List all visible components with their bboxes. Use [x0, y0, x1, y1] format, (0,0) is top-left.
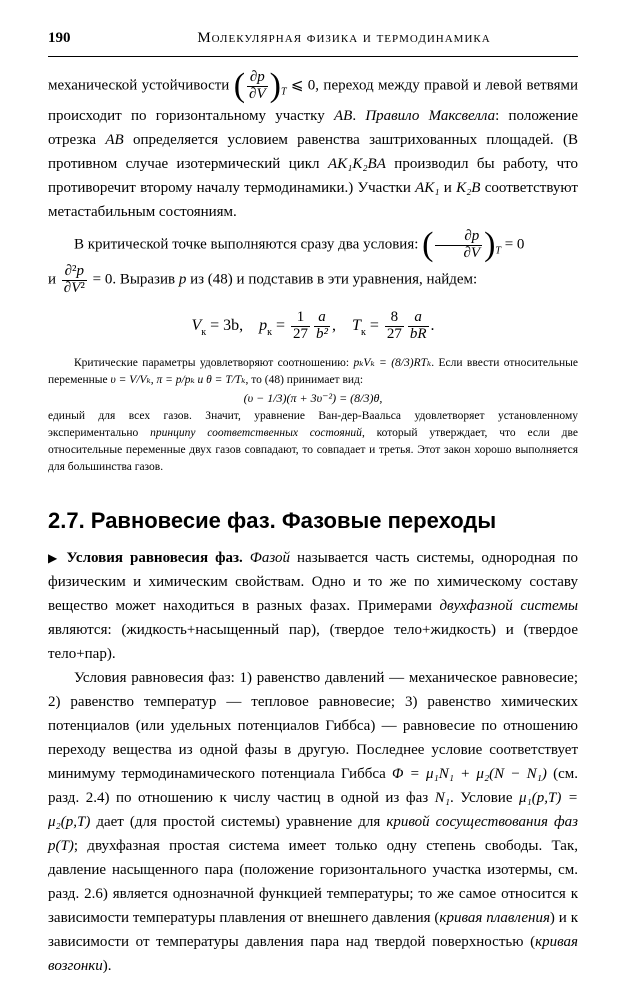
term-phase: Фазой: [249, 549, 290, 566]
reduced-equation: [48, 391, 578, 406]
term-maxwell-rule: Правило Максвелла: [365, 108, 496, 125]
text-span: механической устойчивости: [48, 77, 230, 94]
subscript-k: к: [201, 327, 207, 339]
math-gibbs: Φ = μ₁N₁ + μ₂(N − N₁): [392, 765, 547, 782]
text-span: . Условие: [449, 789, 520, 806]
text-span: = 0: [504, 236, 525, 253]
text-span: и: [48, 271, 57, 288]
paragraph-phase-definition: [48, 546, 578, 666]
text-span: ) и к зависимости от температуры давления пара над твердой поверхностью (: [48, 909, 578, 950]
running-title: Молекулярная физика и термодинамика: [197, 30, 491, 46]
paragraph-critical-point: В критической точке выполняются сразу два условия: ( $\frac{\partial p}{\partial V}$ )$_T = 0$: [74, 226, 525, 264]
math-condition: μ₁(p,T) = μ₂(p,T): [48, 789, 578, 830]
subscript-k: к: [267, 327, 273, 339]
paragraph-equilibrium-conditions: [48, 666, 578, 978]
page: [48, 30, 578, 978]
text-span: производил бы работу, что противоречит второму началу термодинамики.) Участки: [48, 156, 579, 197]
text-span: из (48) и подставив в эти уравнения, найдем:: [186, 271, 478, 288]
symbol-vk: V: [191, 317, 202, 335]
text-span: определяется условием равенства заштрихованных площадей. (В противном случае изотермический цикл: [48, 132, 579, 173]
tk-b: bR: [409, 326, 427, 343]
math-relation: pₖVₖ = (8/3)RTₖ: [353, 356, 432, 369]
math-p: p: [178, 271, 187, 288]
text-span: соответствуют метастабильным состояниям.: [48, 180, 578, 221]
tk-den: 27: [386, 326, 402, 343]
critical-parameters-formula: $V_к = 3b$, $p_к$ = $\frac{1}{27}$ $\frac{a}{\text{b²}}$ , $T_к$ = $\frac{8}{27}$ $\frac{a}{bR}$ .: [191, 309, 435, 343]
page-number: 190: [48, 30, 71, 46]
symbol-pk: p: [259, 317, 268, 335]
text-span: . Если ввести относительные переменные: [48, 356, 578, 386]
text-span: Критические параметры удовлетворяют соотношению:: [74, 356, 354, 369]
text-span: дает (для простой системы) уравнение для: [90, 813, 387, 830]
tk-num: 8: [385, 310, 404, 327]
math-variables: υ = V/Vₖ, π = p/pₖ и θ = T/Tₖ: [110, 373, 246, 386]
term-sublimation-curve: кривая возгонки: [48, 933, 578, 974]
text-span: ).: [102, 957, 112, 974]
math-ak1: AK₁: [415, 180, 440, 197]
symbol-tk: T: [352, 317, 361, 335]
math-n1: N₁: [434, 789, 450, 806]
paragraph-stability: механической устойчивости ( $\frac{\partial p}{\partial V}$ )$_T$ ⩽ 0, переход между правой и левой ветвями происходит по горизонтальному участку AB. Правило Максвелла: положение отрезка AB определяется условием равенства заштрихованных площадей. (В противном случае изотермический цикл AK₁K₂BA производил бы работу, что противоречит второму началу термодинамики.) Участки AK₁ и K₂B соответствуют метастабильным состояниям.: [48, 67, 579, 221]
text-span: ⩽ 0, переход между правой и левой ветвями происходит по горизонтальному участку: [48, 77, 579, 125]
text-span: : положение отрезка: [48, 108, 578, 149]
text-span: называется часть системы, однородная по физическим и химическим свойствам. Одно и то же по химическому составу вещество может находиться в разных фазах. Примерами: [48, 549, 578, 614]
math-ab: AB: [334, 108, 353, 125]
pk-a: a: [318, 309, 326, 326]
bold-lead: Условия равновесия фаз.: [66, 549, 243, 566]
subscript-k: к: [360, 327, 366, 339]
tk-a: a: [414, 309, 422, 326]
term-corresponding-states: принципу соответственных состояний: [150, 426, 362, 439]
text-span: .: [352, 108, 366, 125]
term-two-phase: двухфазной системы: [439, 597, 579, 614]
math-k2b: K₂B: [456, 180, 481, 197]
small-paragraph-1: [48, 355, 578, 389]
term-coexistence-curve: кривой сосуществования фаз p(T): [48, 813, 578, 854]
running-header: [48, 30, 578, 57]
section-heading: 2.7. Равновесие фаз. Фазовые переходы: [48, 507, 497, 533]
text-span: = 0. Выразив: [92, 271, 179, 288]
pk-b: b²: [316, 326, 329, 343]
pk-num: 1: [291, 310, 310, 327]
text-span: и: [439, 180, 457, 197]
text-span: , то (48) принимает вид:: [245, 373, 364, 386]
paragraph-critical-point-2: и $\frac{\text{∂²p}}{\text{∂V²}}$ = 0. Выразив p из (48) и подставив в эти уравнения, найдем:: [48, 262, 478, 296]
triangle-marker-icon: ▶: [48, 550, 61, 565]
term-melting-curve: кривая плавления: [439, 909, 550, 926]
pk-den: 27: [293, 326, 309, 343]
vk-value: = 3b,: [210, 317, 244, 335]
small-paragraph-2: [48, 408, 578, 476]
text-span: ; двухфазная простая система имеет только одну степень свободы. Так, давление насыщенного пара (положение горизонтального участка изотермы, см. разд. 2.6) является однозначной функцией температуры; то же самое относится к зависимости температуры плавления от внешнего давления (: [48, 837, 578, 926]
math-ab: AB: [105, 132, 124, 149]
equation-text: (υ − 1/3)(π + 3υ⁻²) = (8/3)θ,: [243, 390, 383, 405]
small-print-block: [48, 355, 578, 476]
text-span: Условия равновесия фаз: 1) равенство давлений — механическое равновесие; 2) равенство температур — тепловое равновесие; 3) равенство химических потенциалов (или удельных потенциалов Гиббса) — равновесие по отношению переходу вещества из одной фазы в другую. Последнее условие соответствует минимуму термодинамического потенциала Гиббса: [48, 669, 578, 782]
text-span: (см. разд. 2.4) по отношению к числу частиц в одной из фаз: [48, 765, 578, 806]
text-span: единый для всех газов. Значит, уравнение Ван-дер-Ваальса удовлетворяет установленному экспериментально: [48, 409, 578, 439]
math-cycle: AK₁K₂BA: [327, 156, 386, 173]
text-span: , который утверждает, что если две относительные переменные двух газов совпадают, то совпадает и третья. Этот закон хорошо выполняется для большинства газов.: [48, 426, 578, 473]
text-span: являются: (жидкость+насыщенный пар), (твердое тело+жидкость) и (твердое тело+пар).: [48, 621, 578, 662]
text-span: В критической точке выполняются сразу два условия:: [74, 236, 419, 253]
